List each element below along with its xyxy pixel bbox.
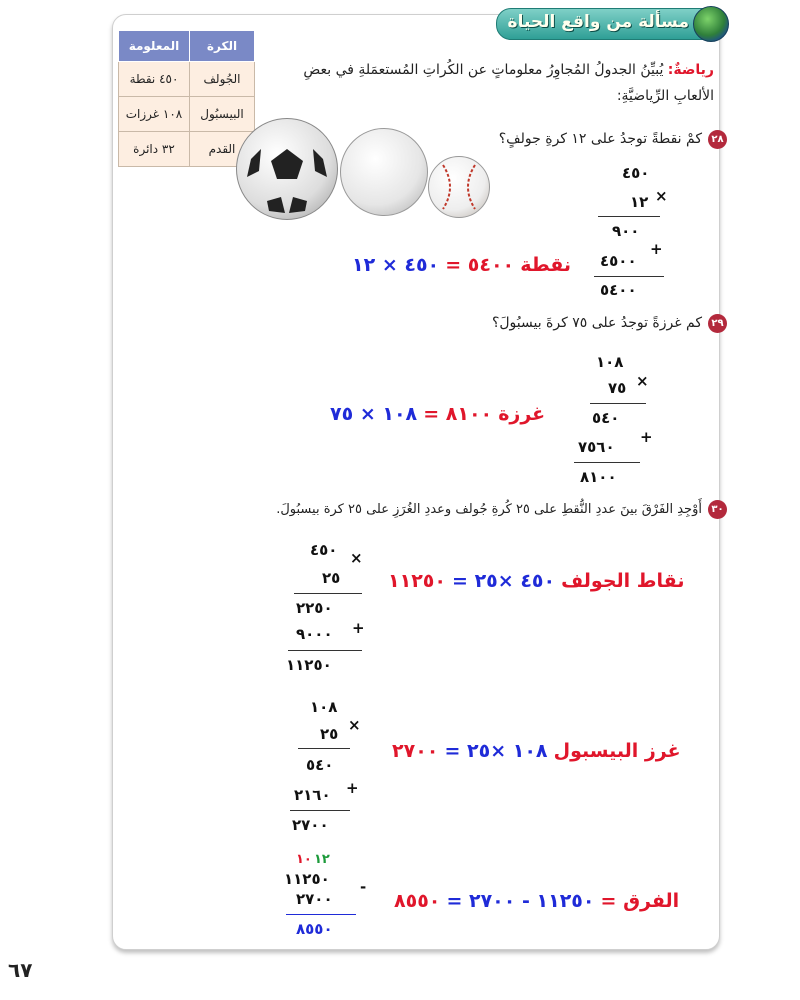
minus-sign: - — [360, 878, 367, 896]
baseball-answer-line — [392, 740, 681, 762]
table-cell: البيسبُول — [190, 97, 255, 132]
answer-expression: ٤٥٠ × ١٢ — [352, 254, 440, 276]
answer-unit: غرزة — [498, 403, 546, 425]
work-partial-product: ٩٠٠ — [612, 222, 640, 240]
ball-info-table — [118, 30, 255, 167]
answer-line — [330, 403, 545, 425]
divider-line — [290, 810, 350, 811]
divider-line — [298, 748, 350, 749]
soccer-ball-icon — [236, 118, 338, 220]
page-number: ٦٧ — [8, 958, 33, 982]
plus-sign: + — [640, 428, 653, 446]
table-cell: ٤٥٠ نقطة — [119, 62, 190, 97]
difference-expression: ١١٢٥٠ - ٢٧٠٠ = — [446, 890, 595, 912]
work-result: ١١٢٥٠ — [286, 656, 332, 674]
golf-label: نقاط الجولف — [561, 570, 685, 592]
table-row — [119, 97, 255, 132]
banner-title: مسألة من واقع الحياة — [507, 12, 689, 32]
work-partial-product: ٧٥٦٠ — [578, 438, 615, 456]
divider-line — [574, 462, 640, 463]
table-cell: ٣٢ دائرة — [119, 132, 190, 167]
divider-line — [594, 276, 664, 277]
divider-line — [286, 914, 356, 915]
table-row — [119, 132, 255, 167]
difference-answer-line — [394, 890, 679, 912]
table-row — [119, 62, 255, 97]
difference-result: ٨٥٥٠ — [394, 890, 441, 912]
answer-value: ٥٤٠٠ = — [445, 254, 515, 276]
work-result: ٢٧٠٠ — [292, 816, 329, 834]
divider-line — [288, 650, 362, 651]
baseball-label: غرز البيسبول — [553, 740, 681, 762]
divider-line — [598, 216, 660, 217]
question-text: كمْ نقطةً توجدُ على ١٢ كرةِ جولفٍ؟ — [498, 131, 702, 147]
plus-sign: + — [346, 779, 359, 797]
globe-icon — [693, 6, 729, 42]
work-result: ٨١٠٠ — [580, 468, 617, 486]
golf-expression: ٤٥٠ ×٢٥ = — [452, 570, 556, 592]
question-text: أَوْجِدِ الفَرْقَ بينَ عددِ النُّقطِ على ٢٥ كُرةِ جُولف وعددِ الغُرَزِ على ٢٥ كرة بيسبُولَ. — [276, 502, 702, 517]
intro-label: رياضةٌ: — [667, 62, 714, 78]
plus-sign: + — [650, 240, 663, 258]
work-subtrahend: ٢٧٠٠ — [296, 890, 333, 908]
work-multiplicand: ٤٥٠ — [622, 164, 650, 182]
intro-line-2: الألعابِ الرِّياضيَّةِ: — [616, 88, 714, 104]
golf-result: ١١٢٥٠ — [388, 570, 446, 592]
work-multiplicand: ١٠٨ — [596, 353, 624, 371]
borrow-mark-red: ١٠ — [296, 852, 312, 867]
work-partial-product: ٩٠٠٠ — [296, 625, 333, 643]
work-multiplier: ٢٥ — [322, 569, 341, 587]
table-cell: ١٠٨ غرزات — [119, 97, 190, 132]
multiply-sign: × — [350, 549, 363, 567]
work-multiplicand: ٤٥٠ — [310, 541, 338, 559]
baseball-result: ٢٧٠٠ — [392, 740, 439, 762]
intro-line-1: يُبيِّنُ الجدولُ المُجاوِرُ معلوماتٍ عن الكُراتِ المُستعمَلةِ في بعضِ — [303, 62, 664, 78]
answer-unit: نقطة — [520, 254, 572, 276]
work-result: ٥٤٠٠ — [600, 281, 637, 299]
answer-line — [352, 254, 571, 276]
work-multiplicand: ١٠٨ — [310, 698, 338, 716]
work-multiplier: ١٢ — [630, 193, 649, 211]
plus-sign: + — [352, 619, 365, 637]
table-cell: القدم — [190, 132, 255, 167]
work-partial-product: ٢٢٥٠ — [296, 599, 333, 617]
answer-expression: ١٠٨ × ٧٥ — [330, 403, 418, 425]
baseball-icon — [428, 156, 490, 218]
difference-label: الفرق = — [600, 890, 680, 912]
work-partial-product: ٥٤٠ — [306, 756, 334, 774]
question-number-badge: ٣٠ — [708, 500, 727, 519]
work-partial-product: ٤٥٠٠ — [600, 252, 637, 270]
work-minuend: ١١٢٥٠ — [284, 870, 330, 888]
borrow-mark-green: ١٢ — [314, 852, 330, 867]
baseball-expression: ١٠٨ ×٢٥ = — [444, 740, 548, 762]
question-number-badge: ٢٨ — [708, 130, 727, 149]
section-banner — [496, 8, 726, 40]
answer-value: ٨١٠٠ = — [423, 403, 493, 425]
question-text: كم غرزةً توجدُ على ٧٥ كرةَ بيسبُولَ؟ — [491, 315, 702, 331]
work-multiplier: ٧٥ — [608, 379, 627, 397]
divider-line — [294, 593, 362, 594]
multiply-sign: × — [636, 372, 649, 390]
question-number-badge: ٢٩ — [708, 314, 727, 333]
multiply-sign: × — [655, 187, 668, 205]
golf-answer-line — [388, 570, 684, 592]
work-multiplier: ٢٥ — [320, 725, 339, 743]
work-partial-product: ٢١٦٠ — [294, 786, 331, 804]
baseball-white-icon — [340, 128, 428, 216]
work-result: ٨٥٥٠ — [296, 920, 333, 938]
multiply-sign: × — [348, 716, 361, 734]
table-header-info: المعلومة — [119, 31, 190, 62]
table-cell: الجُولف — [190, 62, 255, 97]
intro-paragraph — [303, 62, 714, 78]
table-header-ball: الكرة — [190, 31, 255, 62]
divider-line — [590, 403, 646, 404]
work-partial-product: ٥٤٠ — [592, 409, 620, 427]
